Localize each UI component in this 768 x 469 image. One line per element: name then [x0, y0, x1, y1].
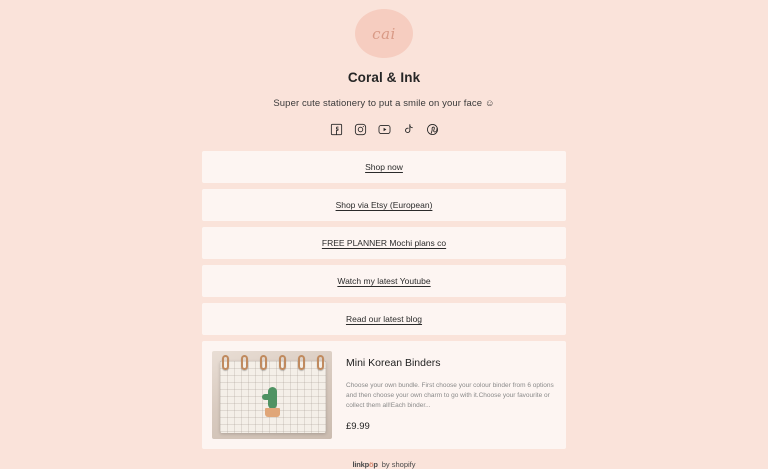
link-item-shop-now[interactable]: [202, 151, 566, 183]
instagram-icon[interactable]: [354, 123, 367, 136]
link-item-free-planner[interactable]: [202, 227, 566, 259]
footer: [352, 460, 415, 469]
link-label: FREE PLANNER Mochi plans co: [321, 238, 447, 248]
linkpop-logo[interactable]: linkpöp: [352, 460, 378, 469]
link-label: Shop now: [365, 162, 403, 172]
binder-rings: [216, 355, 330, 372]
profile-bio: Super cute stationery to put a smile on your face ☺: [273, 98, 495, 109]
link-item-etsy[interactable]: [202, 189, 566, 221]
link-item-youtube[interactable]: [202, 265, 566, 297]
social-links: [330, 123, 439, 136]
footer-by-text: by shopify: [381, 460, 416, 469]
avatar: [355, 9, 413, 58]
page-title: Coral & Ink: [347, 70, 421, 85]
product-price: £9.99: [346, 421, 370, 433]
product-description: Choose your own bundle. First choose your colour binder from 6 options and then choose your own charm to go with it.Choose your favourite or collect them all!Each binder...: [346, 382, 554, 410]
tiktok-icon[interactable]: [402, 123, 415, 136]
product-title: Mini Korean Binders: [346, 357, 441, 369]
product-info: [346, 351, 556, 439]
facebook-icon[interactable]: [330, 123, 343, 136]
pinterest-icon[interactable]: [426, 123, 439, 136]
cactus-charm-icon: [262, 387, 282, 417]
product-image: [212, 351, 332, 439]
link-label: Shop via Etsy (European): [335, 200, 433, 210]
link-item-blog[interactable]: [202, 303, 566, 335]
youtube-icon[interactable]: [378, 123, 391, 136]
link-label: Watch my latest Youtube: [337, 276, 431, 286]
link-label: Read our latest blog: [345, 314, 423, 324]
avatar-initials: cai: [372, 24, 396, 43]
link-list: [202, 151, 566, 335]
product-card[interactable]: [202, 341, 566, 449]
